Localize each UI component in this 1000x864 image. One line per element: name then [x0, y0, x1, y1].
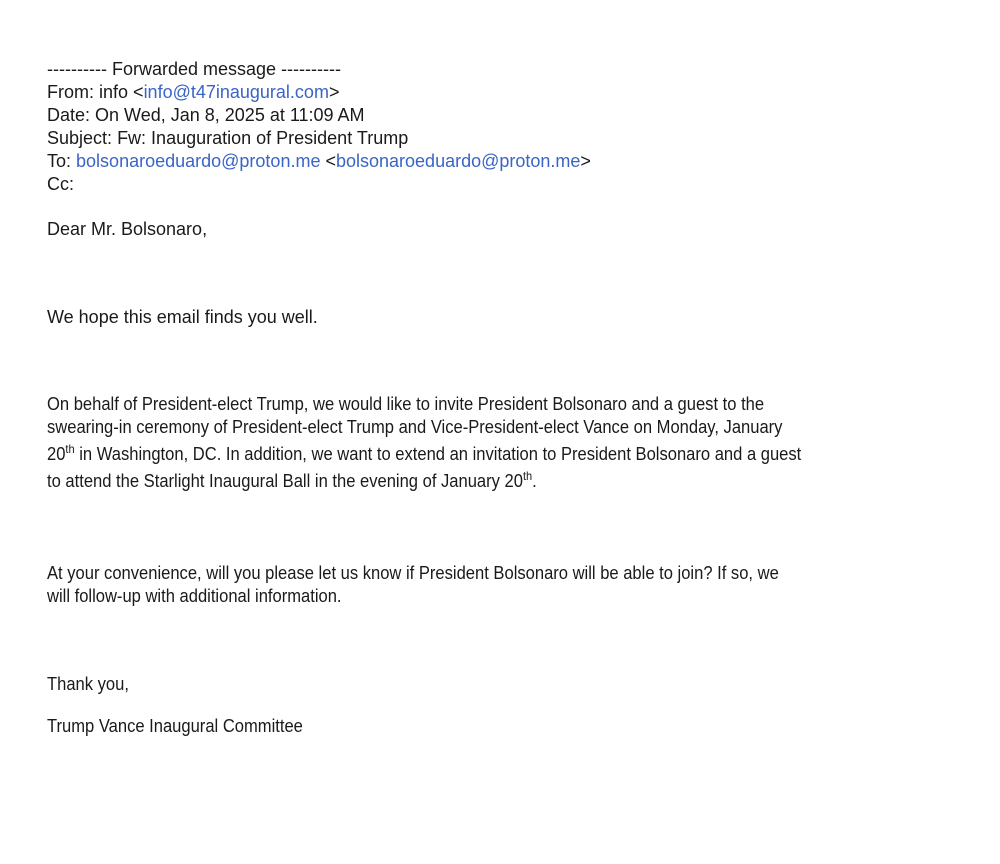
invite-line-1: On behalf of President-elect Trump, we would like to invite President Bolsonaro and a guest to the	[47, 394, 765, 414]
subject-label: Subject:	[47, 128, 113, 148]
to-email-link[interactable]: bolsonaroeduardo@proton.me	[335, 151, 581, 171]
from-line: From: info <info@t47inaugural.com>	[47, 82, 340, 102]
to-line: To: bolsonaroeduardo@proton.me <bolsonaroeduardo@proton.me>	[47, 151, 591, 171]
to-name-link[interactable]: bolsonaroeduardo@proton.me	[76, 151, 321, 171]
invite-line-4: to attend the Starlight Inaugural Ball in the evening of January 20th.	[47, 469, 537, 491]
invite-line-3: 20th in Washington, DC. In addition, we want to extend an invitation to President Bolsonaro and a guest	[47, 442, 802, 464]
greeting: Dear Mr. Bolsonaro,	[47, 219, 208, 239]
cc-line	[47, 173, 74, 195]
subject-line	[47, 127, 408, 149]
from-name: info	[99, 82, 129, 102]
from-label: From:	[47, 82, 94, 102]
request-line-1: At your convenience, will you please let us know if President Bolsonaro will be able to join? If so, we	[47, 563, 779, 583]
cc-label: Cc:	[47, 174, 74, 194]
request-line-2: will follow-up with additional information.	[47, 586, 342, 606]
date-label: Date:	[47, 105, 91, 125]
closing: Thank you,	[47, 674, 129, 694]
forwarded-label: ---------- Forwarded message ----------	[47, 59, 341, 79]
date-line	[47, 104, 365, 126]
intro-line: We hope this email finds you well.	[47, 307, 318, 327]
signature: Trump Vance Inaugural Committee	[47, 716, 303, 736]
subject-value: Fw: Inauguration of President Trump	[117, 128, 409, 148]
invite-line-2: swearing-in ceremony of President-elect Trump and Vice-President-elect Vance on Monday, January	[47, 417, 783, 437]
to-label: To:	[47, 151, 72, 171]
date-value: On Wed, Jan 8, 2025 at 11:09 AM	[95, 105, 365, 125]
from-email-link[interactable]: info@t47inaugural.com	[143, 82, 329, 102]
